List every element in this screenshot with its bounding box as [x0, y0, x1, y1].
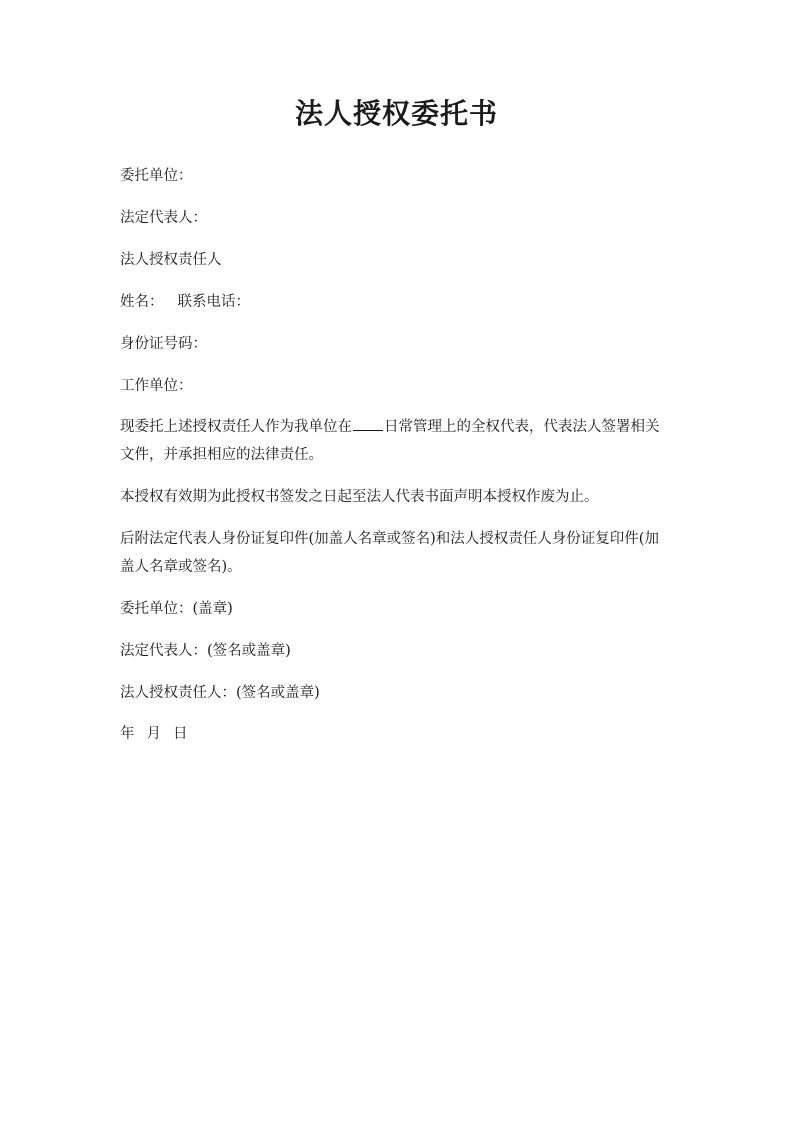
representative-signature-line: 法定代表人：(签名或盖章): [120, 643, 291, 659]
date-day: 日: [173, 726, 188, 742]
authorized-person-heading: 法人授权责任人: [120, 252, 222, 268]
attachment-paragraph: [120, 525, 680, 581]
document-title: 法人授权委托书: [294, 97, 498, 130]
authorization-text-a: 现委托上述授权责任人作为我单位在: [120, 419, 352, 435]
legal-representative-line: 法定代表人：: [120, 210, 207, 226]
date-year: 年: [120, 726, 135, 742]
id-number-line: 身份证号码：: [120, 336, 207, 352]
work-unit-line: 工作单位：: [120, 378, 193, 394]
blank-underline: [353, 416, 383, 431]
authorization-paragraph-line-2: 文件，并承担相应的法律责任。: [120, 447, 323, 463]
name-phone-line: [120, 288, 680, 316]
attachment-paragraph-line-2: 盖人名章或签名)。: [120, 559, 242, 575]
authorization-paragraph: [120, 413, 680, 469]
attachment-paragraph-line-1: 后附法定代表人身份证复印件(加盖人名章或签名)和法人授权责任人身份证复印件(加: [120, 531, 659, 547]
validity-paragraph: 本授权有效期为此授权书签发之日起至法人代表书面声明本授权作废为止。: [120, 489, 599, 505]
entrusting-unit-line: 委托单位：: [120, 168, 193, 184]
date-line: [120, 720, 680, 748]
name-label: 姓名：: [120, 294, 164, 310]
authorized-signature-line: 法人授权责任人：(签名或盖章): [120, 685, 320, 701]
authorization-paragraph-line-1: [120, 413, 680, 441]
unit-seal-line: 委托单位：(盖章): [120, 601, 233, 617]
date-month: 月: [146, 726, 161, 742]
authorization-text-b: 日常管理上的全权代表，代表法人签署相关: [384, 419, 660, 435]
phone-label: 联系电话：: [177, 294, 250, 310]
